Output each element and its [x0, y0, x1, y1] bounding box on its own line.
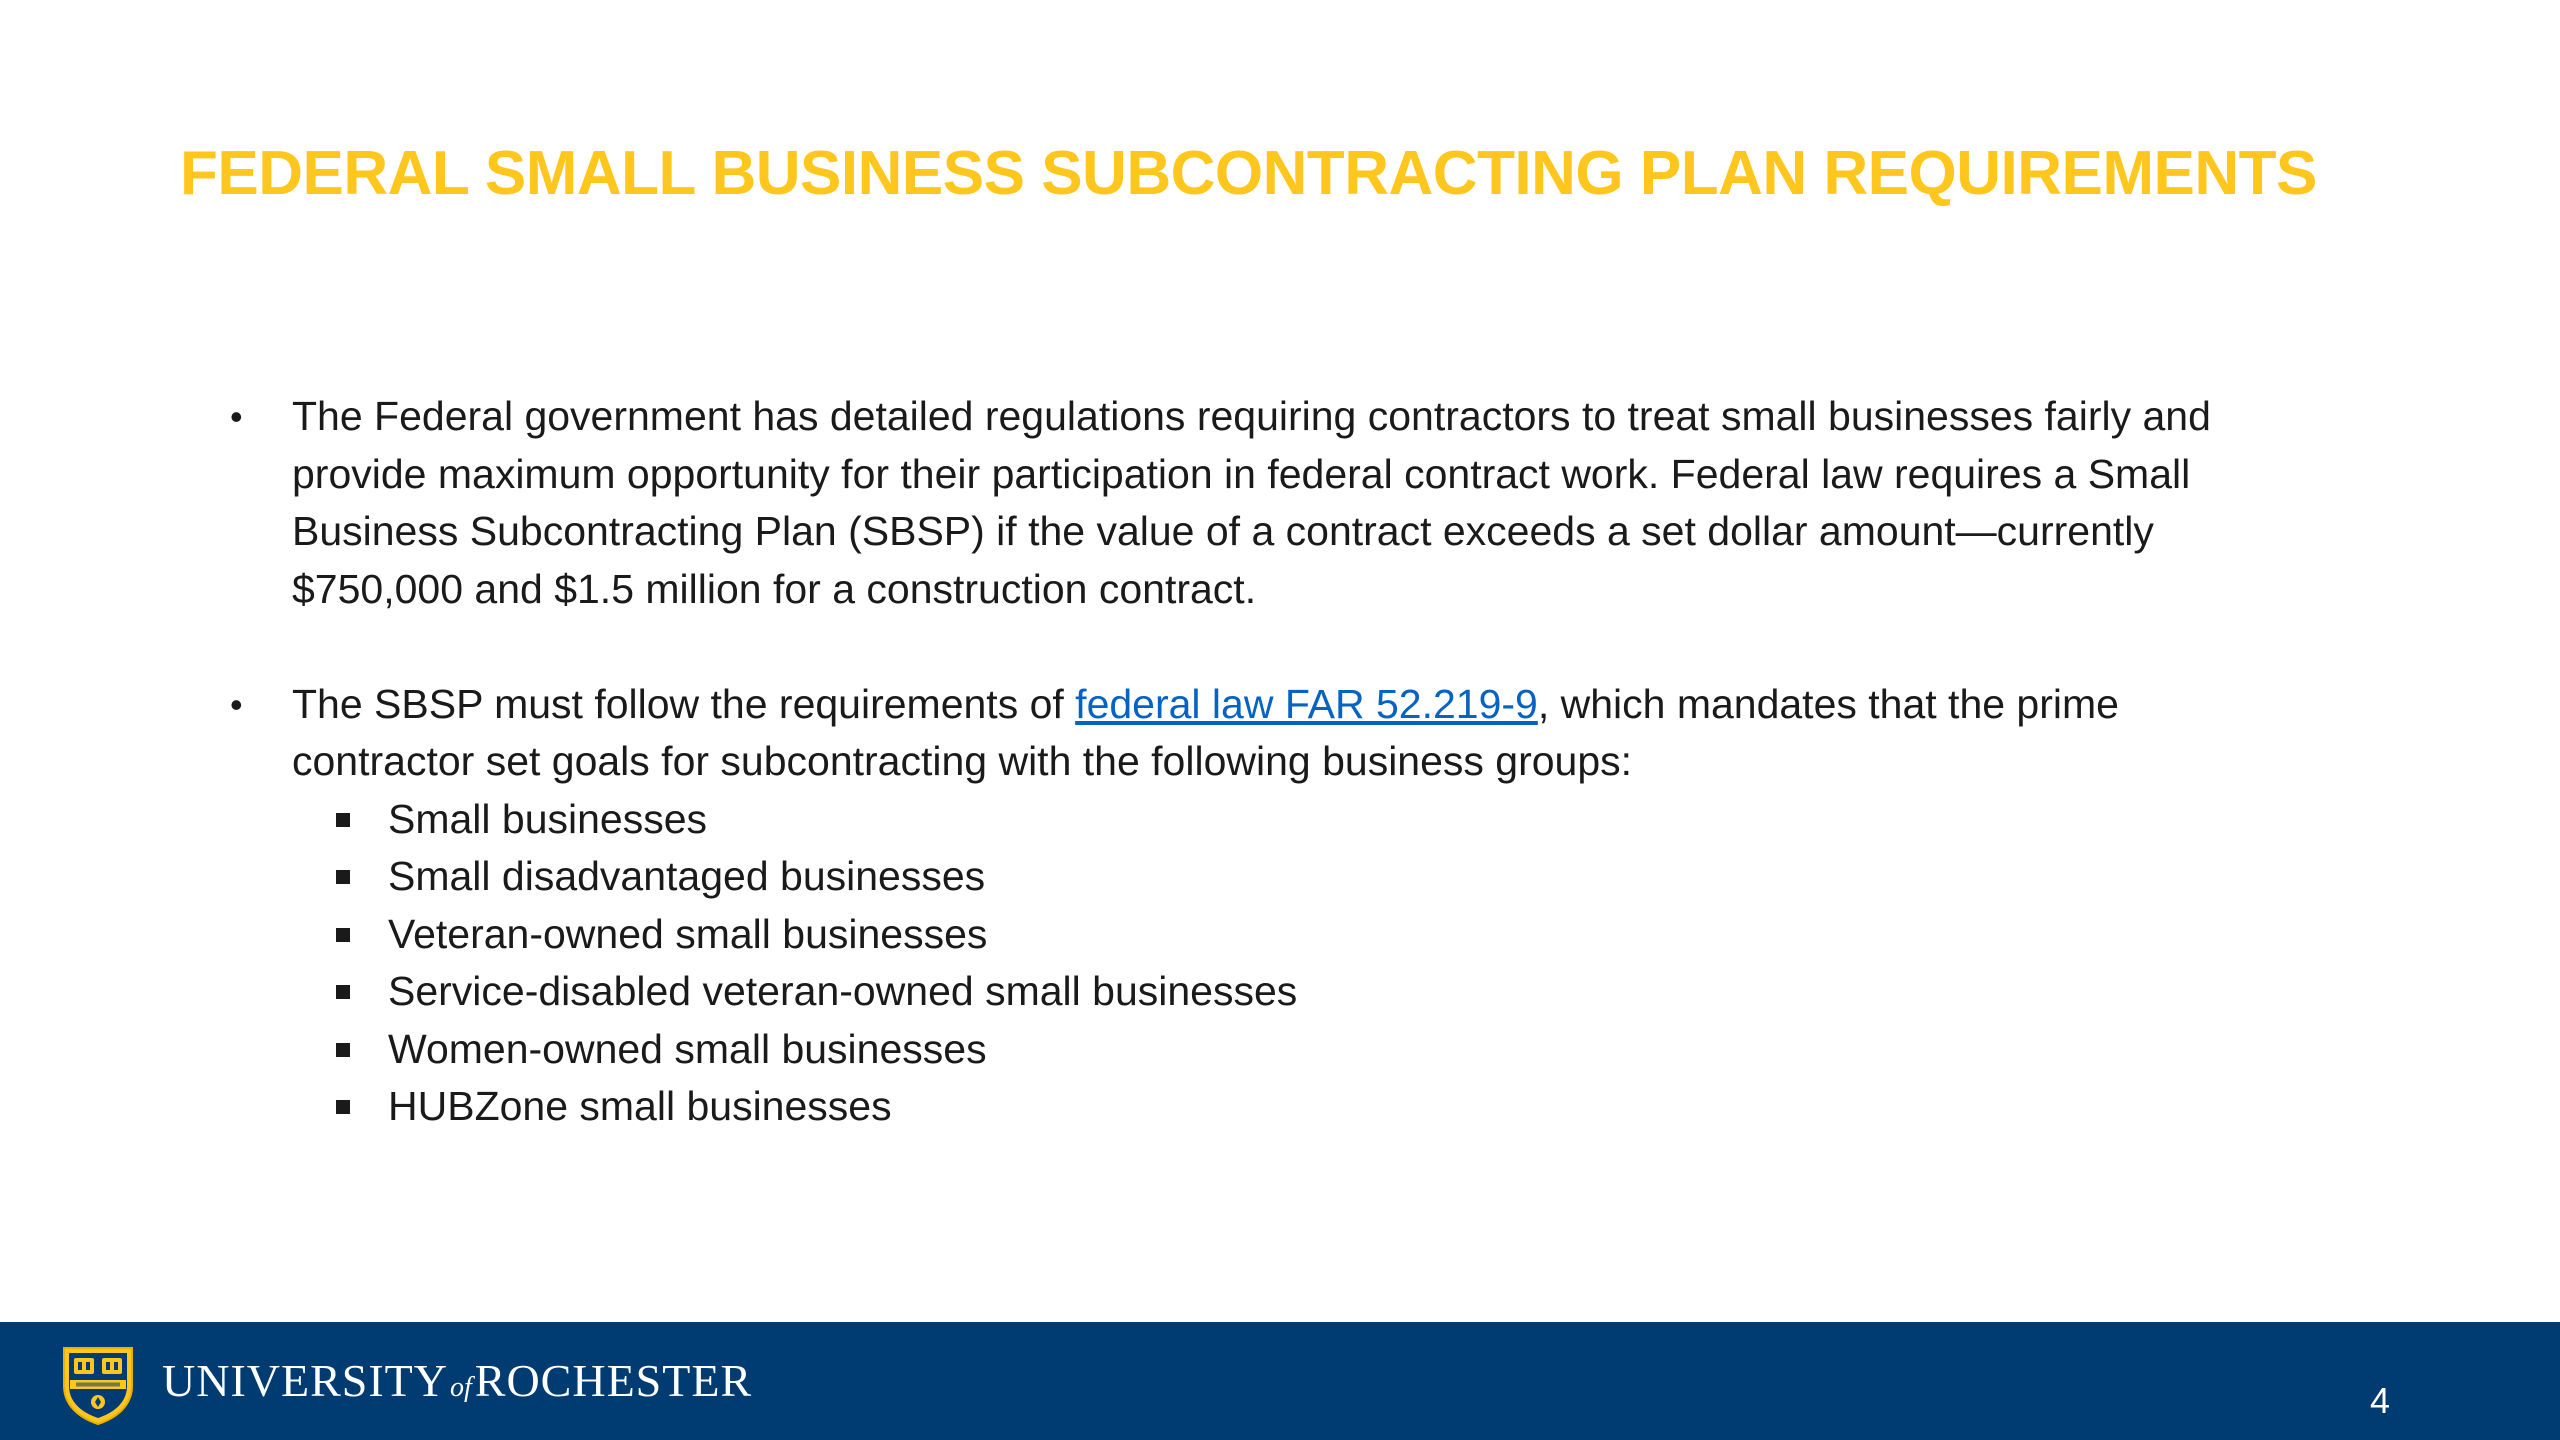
bullet-item-sbsp-requirements: [228, 676, 2308, 1136]
square-bullet-icon: [336, 813, 350, 827]
square-bullet-icon: [336, 870, 350, 884]
list-item: Small disadvantaged businesses: [292, 848, 2308, 906]
bullet-dot-icon: •: [230, 396, 243, 437]
bullet-dot-icon: •: [230, 683, 243, 725]
list-item: Women-owned small businesses: [292, 1021, 2308, 1079]
list-item: Service-disabled veteran-owned small businesses: [292, 963, 2308, 1021]
list-item: Veteran-owned small businesses: [292, 906, 2308, 964]
square-bullet-icon: [336, 1100, 350, 1114]
square-bullet-icon: [336, 1043, 350, 1057]
university-seal-icon: [56, 1342, 140, 1426]
bullet-text: The Federal government has detailed regulations requiring contractors to treat small businesses fairly and provide maximum opportunity for their participation in federal contract work. Federal law requires a Small Business Subcontracting Plan (SBSP) if the value of a contract exceeds a set dollar amount—currently $750,000 and $1.5 million for a construction contract.: [292, 393, 2211, 612]
list-item: HUBZone small businesses: [292, 1078, 2308, 1136]
far-52-219-9-link[interactable]: federal law FAR 52.219-9: [1075, 680, 1538, 727]
page-number: 4: [2370, 1380, 2391, 1421]
business-groups-list: [292, 791, 2308, 1136]
bullet-text-before-link: The SBSP must follow the requirements of: [292, 680, 1076, 727]
university-wordmark: UNIVERSITYofROCHESTER: [162, 1355, 753, 1406]
bullet-item-regulations: [228, 388, 2308, 618]
slide-title: FEDERAL SMALL BUSINESS SUBCONTRACTING PLAN REQUIREMENTS: [180, 139, 2317, 208]
square-bullet-icon: [336, 985, 350, 999]
list-item: Small businesses: [292, 791, 2308, 849]
slide-body: [228, 388, 2308, 1136]
bullet-text-after-link: , which mandates that the prime contractor set goals for subcontracting with the following business groups:: [292, 680, 2119, 784]
footer-bar: [0, 1322, 2560, 1440]
square-bullet-icon: [336, 928, 350, 942]
